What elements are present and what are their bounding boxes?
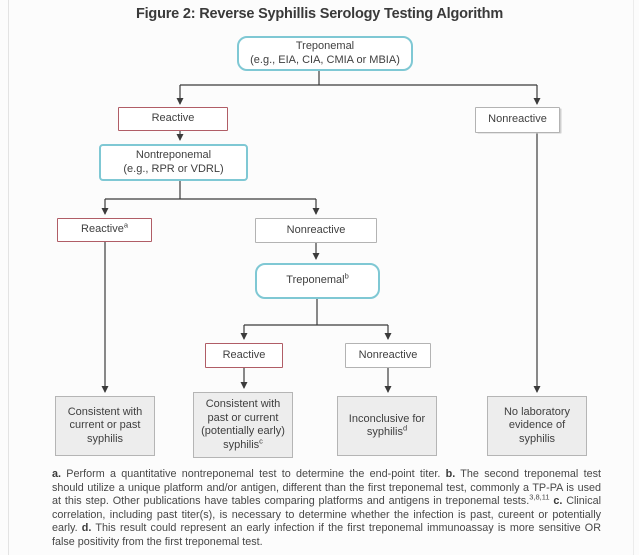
figure-title [0, 6, 639, 22]
node-treponemal-second-label [286, 271, 349, 288]
node-nonreactive-nontreponemal [255, 218, 377, 243]
outcome-line: Inconclusive for [348, 412, 426, 425]
outcome-line: current or past [69, 419, 141, 432]
node-reactive-nontreponemal [57, 218, 152, 242]
page-edge-left [8, 0, 9, 555]
outcome-line-text: syphilis [366, 426, 403, 438]
node-nonreactive-initial [475, 107, 560, 133]
outcome-line: syphilis [518, 432, 556, 445]
outcome-line: Consistent with [67, 405, 143, 418]
outcome-line: No laboratory [503, 405, 571, 418]
node-reactive-initial-label: Reactive [151, 112, 195, 125]
outcome-inconclusive [337, 396, 437, 456]
node-nontreponemal [99, 144, 248, 181]
node-nonreactive-initial-label: Nonreactive [488, 113, 547, 126]
page-edge-right [633, 0, 634, 555]
outcome-line: evidence of [508, 419, 566, 432]
outcome-line: (potentially early) [201, 425, 285, 437]
node-nontreponemal-line2: (e.g., RPR or VDRL) [123, 162, 224, 175]
node-nontreponemal-line1: Nontreponemal [135, 149, 212, 161]
footnotes-text: a. Perform a quantitative nontreponemal test to determine the end-point titer. b. The second treponemal test should utilize a unique platform and/or antigen, different than the first treponemal test, commonly a TP-PA is used at this step. Other publications have tables comparing platforms and antigens in treponemal tests.$^{3,8,11}$ c. Clinical correlation, including past titer(s), is necessary to determine whether the infection is past, cureent or potentially early. d. This result could represent an early infection if the first treponemal immunoassay is more sensitive OR false positivity from the first treponemal test. [52, 468, 602, 548]
outcome-line: Consistent with [205, 398, 281, 410]
figure-title-prefix: Figure 2: [135, 6, 196, 22]
node-nonreactive-nontreponemal-label: Nonreactive [286, 223, 346, 236]
node-treponemal-second [255, 263, 380, 299]
node-reactive-second [205, 343, 283, 368]
node-treponemal-initial-line2: (e.g., EIA, CIA, CMIA or MBIA) [250, 53, 400, 66]
node-treponemal-initial-line1: Treponemal [295, 40, 355, 52]
node-reactive-nontreponemal-text: Reactive [81, 223, 124, 236]
node-nonreactive-second [345, 343, 431, 368]
outcome-line: syphilis [86, 432, 124, 445]
node-reactive-initial [118, 107, 228, 131]
outcome-current-or-past-syphilis [55, 396, 155, 456]
outcome-sup: c [259, 435, 263, 445]
footnotes [52, 468, 601, 550]
outcome-sup: d [402, 423, 408, 433]
outcome-potentially-early-syphilis [193, 392, 293, 458]
node-reactive-nontreponemal-sup: a [123, 220, 128, 230]
node-treponemal-initial [237, 36, 413, 71]
node-treponemal-second-text: Treponemal [286, 274, 345, 287]
outcome-line-text: syphilis [223, 438, 260, 451]
node-treponemal-second-sup: b [344, 271, 349, 281]
outcome-line [223, 435, 263, 453]
node-nonreactive-second-label: Nonreactive [358, 348, 418, 361]
outcome-line: past or current [207, 411, 279, 424]
outcome-no-evidence [487, 396, 587, 456]
outcome-line [366, 423, 408, 440]
node-reactive-second-label: Reactive [222, 348, 266, 361]
figure-title-rest: Reverse Syphillis Serology Testing Algorithm [195, 6, 504, 22]
node-reactive-nontreponemal-label [81, 220, 128, 237]
